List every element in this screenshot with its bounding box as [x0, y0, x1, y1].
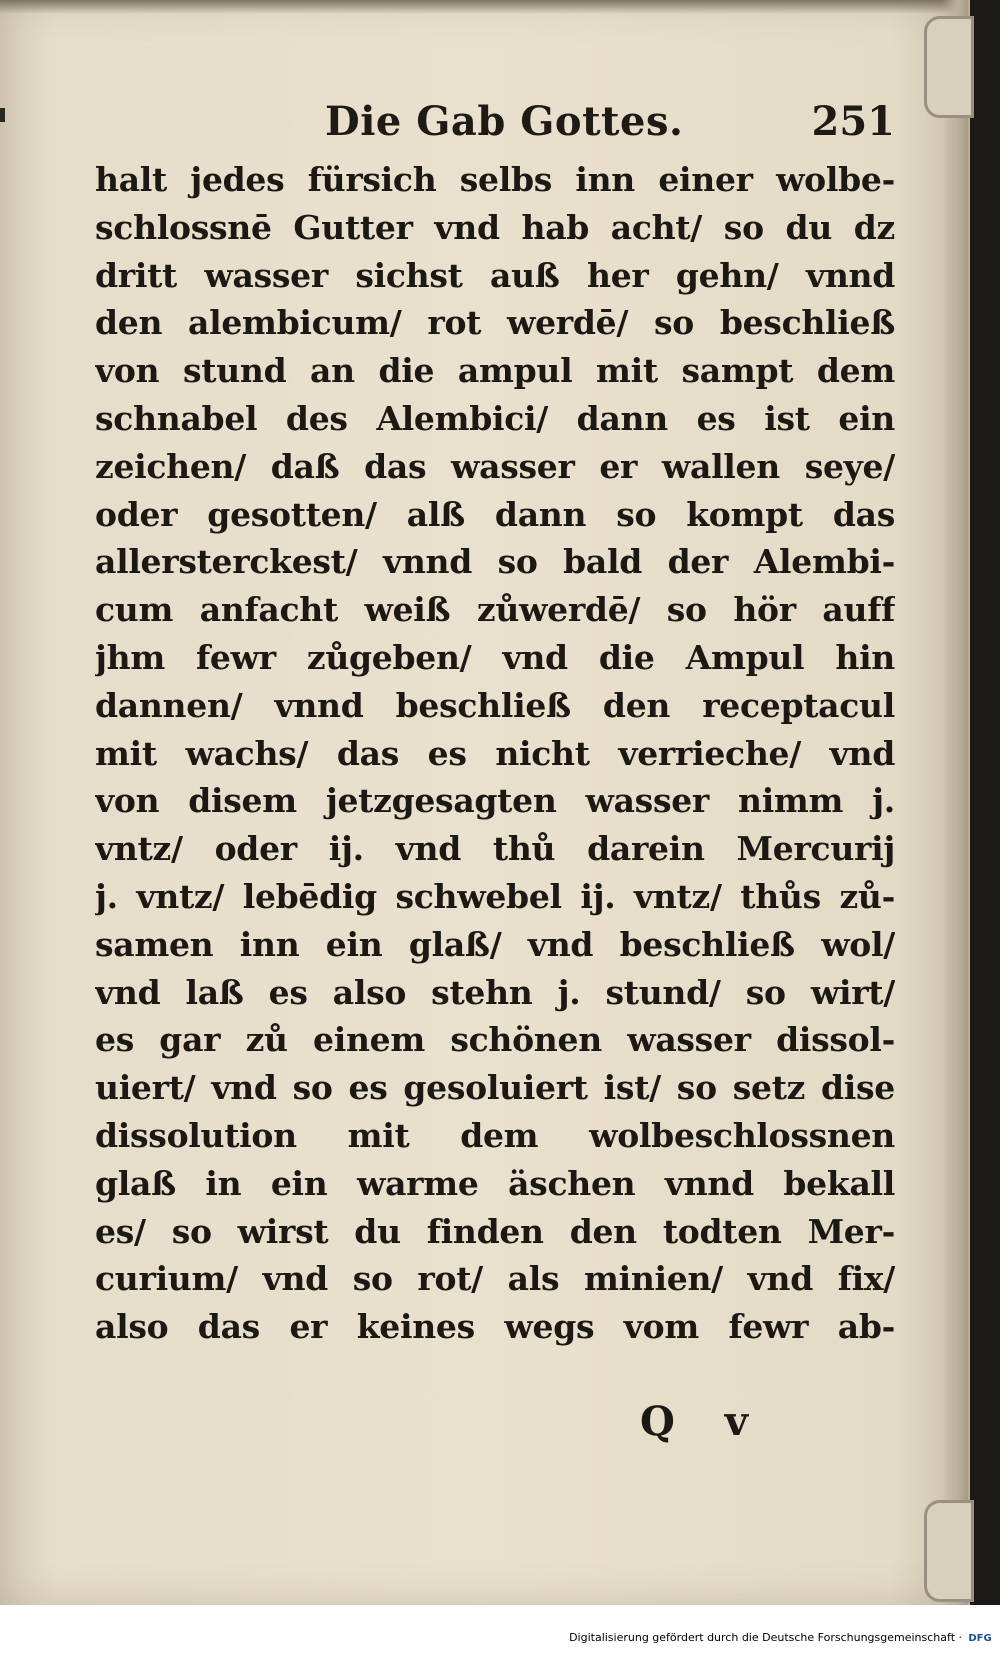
- text-line: schnabel des Alembici/ dann es ist ein: [95, 398, 895, 438]
- text-line: mit wachs/ das es nicht verrieche/ vnd: [95, 733, 895, 773]
- text-line: schlossnē Gutter vnd hab acht/ so du dz: [95, 207, 895, 247]
- text-line: dissolution mit dem wolbeschlossnen: [95, 1115, 895, 1155]
- page-number: 251: [811, 98, 895, 145]
- text-line: cum anfacht weiß zůwerdē/ so hör auff: [95, 590, 895, 630]
- dfg-logo-icon: [966, 1630, 994, 1644]
- text-line: jhm fewr zůgeben/ vnd die Ampul hin: [95, 637, 895, 677]
- text-line: halt jedes fürsich selbs inn einer wolbe-: [95, 160, 895, 199]
- text-line: allersterckest/ vnnd so bald der Alembi-: [95, 542, 895, 582]
- text-line: vnd laß es also stehn j. stund/ so wirt/: [95, 972, 895, 1012]
- text-line: dritt wasser sichst auß her gehn/ vnnd: [95, 255, 895, 295]
- signature-mark: Q v: [640, 1398, 767, 1445]
- text-line: es/ so wirst du finden den todten Mer-: [95, 1211, 895, 1251]
- text-line: von stund an die ampul mit sampt dem: [95, 351, 895, 391]
- page-right-edge: [942, 0, 968, 1605]
- text-line: uiert/ vnd so es gesoluiert ist/ so setz dise: [95, 1068, 895, 1108]
- text-line: j. vntz/ lebēdig schwebel ij. vntz/ thůs zů-: [95, 876, 895, 916]
- book-clasp-bottom: [924, 1500, 974, 1602]
- body-text: [95, 156, 895, 1351]
- page-header: [95, 98, 895, 150]
- text-line: vntz/ oder ij. vnd thů darein Mercurij: [95, 829, 895, 869]
- text-line: dannen/ vnnd beschließ den receptacul: [95, 685, 895, 725]
- page-top-shadow: [0, 0, 968, 14]
- text-line: den alembicum/ rot werdē/ so beschließ: [95, 303, 895, 343]
- text-line: samen inn ein glaß/ vnd beschließ wol/: [95, 924, 895, 964]
- text-line: oder gesotten/ alß dann so kompt das: [95, 494, 895, 534]
- running-title: Die Gab Gottes.: [325, 98, 684, 145]
- text-line: zeichen/ daß das wasser er wallen seye/: [95, 446, 895, 486]
- book-clasp-top: [924, 16, 974, 118]
- text-line: also das er keines wegs vom fewr ab-: [95, 1307, 895, 1347]
- footer-bar: [0, 1605, 1000, 1653]
- margin-mark: [0, 108, 5, 122]
- text-line: von disem jetzgesagten wasser nimm j.: [95, 781, 895, 821]
- digitization-credit: Digitalisierung gefördert durch die Deutsche Forschungsgemeinschaft ·: [569, 1631, 962, 1644]
- text-line: es gar zů einem schönen wasser dissol-: [95, 1020, 895, 1060]
- text-line: glaß in ein warme äschen vnnd bekall: [95, 1163, 895, 1203]
- text-line: curium/ vnd so rot/ als minien/ vnd fix/: [95, 1259, 895, 1299]
- dfg-logo-text: DFG: [968, 1633, 992, 1644]
